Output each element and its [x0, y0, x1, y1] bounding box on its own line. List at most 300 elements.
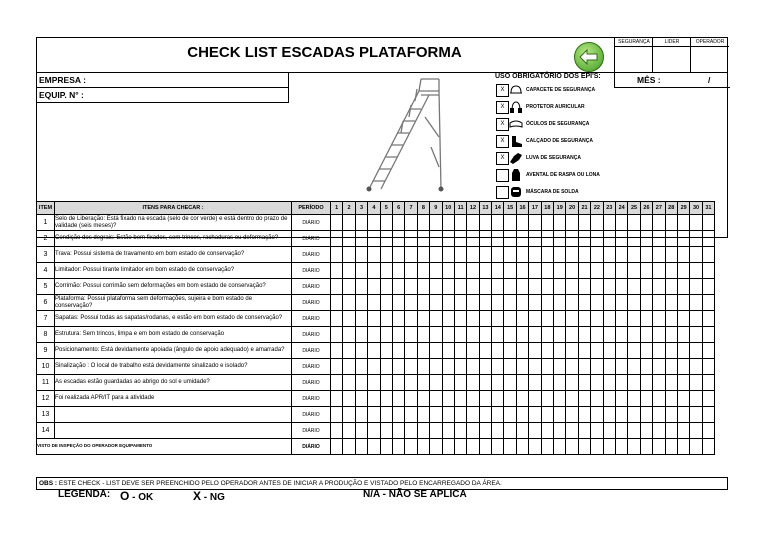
check-cell[interactable]: [578, 295, 590, 311]
epi-checkbox[interactable]: X: [496, 101, 509, 114]
check-cell[interactable]: [591, 407, 603, 423]
check-cell[interactable]: [479, 215, 491, 231]
check-cell[interactable]: [677, 311, 689, 327]
check-cell[interactable]: [653, 311, 665, 327]
check-cell[interactable]: [653, 359, 665, 375]
check-cell[interactable]: [603, 423, 615, 439]
check-cell[interactable]: [331, 423, 343, 439]
check-cell[interactable]: [591, 263, 603, 279]
check-cell[interactable]: [640, 391, 652, 407]
check-cell[interactable]: [467, 295, 479, 311]
check-cell[interactable]: [554, 327, 566, 343]
check-cell[interactable]: [566, 247, 578, 263]
check-cell[interactable]: [380, 295, 392, 311]
check-cell[interactable]: [368, 343, 380, 359]
check-cell[interactable]: [566, 279, 578, 295]
check-cell[interactable]: [504, 407, 516, 423]
check-cell[interactable]: [653, 231, 665, 247]
check-cell[interactable]: [331, 215, 343, 231]
check-cell[interactable]: [504, 391, 516, 407]
check-cell[interactable]: [442, 439, 454, 455]
check-cell[interactable]: [467, 327, 479, 343]
check-cell[interactable]: [690, 263, 702, 279]
check-cell[interactable]: [591, 359, 603, 375]
check-cell[interactable]: [615, 279, 627, 295]
check-cell[interactable]: [665, 375, 677, 391]
check-cell[interactable]: [603, 375, 615, 391]
check-cell[interactable]: [690, 311, 702, 327]
check-cell[interactable]: [516, 407, 528, 423]
check-cell[interactable]: [430, 263, 442, 279]
check-cell[interactable]: [653, 279, 665, 295]
check-cell[interactable]: [479, 263, 491, 279]
check-cell[interactable]: [677, 263, 689, 279]
check-cell[interactable]: [430, 391, 442, 407]
check-cell[interactable]: [355, 295, 367, 311]
check-cell[interactable]: [417, 375, 429, 391]
check-cell[interactable]: [442, 263, 454, 279]
check-cell[interactable]: [355, 263, 367, 279]
check-cell[interactable]: [578, 215, 590, 231]
check-cell[interactable]: [368, 295, 380, 311]
check-cell[interactable]: [653, 391, 665, 407]
check-cell[interactable]: [368, 407, 380, 423]
check-cell[interactable]: [529, 343, 541, 359]
check-cell[interactable]: [331, 439, 343, 455]
check-cell[interactable]: [665, 279, 677, 295]
check-cell[interactable]: [591, 279, 603, 295]
check-cell[interactable]: [653, 247, 665, 263]
check-cell[interactable]: [628, 263, 640, 279]
check-cell[interactable]: [368, 359, 380, 375]
check-cell[interactable]: [529, 375, 541, 391]
check-cell[interactable]: [615, 423, 627, 439]
check-cell[interactable]: [541, 407, 553, 423]
check-cell[interactable]: [467, 247, 479, 263]
check-cell[interactable]: [516, 263, 528, 279]
check-cell[interactable]: [467, 391, 479, 407]
check-cell[interactable]: [492, 327, 504, 343]
check-cell[interactable]: [479, 327, 491, 343]
check-cell[interactable]: [492, 311, 504, 327]
check-cell[interactable]: [690, 375, 702, 391]
check-cell[interactable]: [640, 375, 652, 391]
check-cell[interactable]: [454, 231, 466, 247]
check-cell[interactable]: [343, 279, 355, 295]
check-cell[interactable]: [628, 247, 640, 263]
check-cell[interactable]: [541, 423, 553, 439]
check-cell[interactable]: [653, 375, 665, 391]
check-cell[interactable]: [665, 359, 677, 375]
check-cell[interactable]: [529, 215, 541, 231]
check-cell[interactable]: [355, 231, 367, 247]
check-cell[interactable]: [492, 231, 504, 247]
check-cell[interactable]: [578, 359, 590, 375]
check-cell[interactable]: [554, 407, 566, 423]
check-cell[interactable]: [702, 343, 714, 359]
check-cell[interactable]: [529, 359, 541, 375]
check-cell[interactable]: [665, 247, 677, 263]
check-cell[interactable]: [467, 279, 479, 295]
check-cell[interactable]: [504, 295, 516, 311]
check-cell[interactable]: [331, 247, 343, 263]
check-cell[interactable]: [578, 247, 590, 263]
empresa-field[interactable]: EMPRESA :: [37, 73, 289, 88]
check-cell[interactable]: [541, 327, 553, 343]
check-cell[interactable]: [628, 311, 640, 327]
check-cell[interactable]: [405, 407, 417, 423]
check-cell[interactable]: [467, 215, 479, 231]
check-cell[interactable]: [430, 343, 442, 359]
check-cell[interactable]: [430, 279, 442, 295]
check-cell[interactable]: [640, 359, 652, 375]
check-cell[interactable]: [554, 391, 566, 407]
epi-checkbox[interactable]: X: [496, 118, 509, 131]
check-cell[interactable]: [554, 311, 566, 327]
signature-operador[interactable]: OPERADOR: [690, 38, 729, 72]
check-cell[interactable]: [380, 311, 392, 327]
check-cell[interactable]: [492, 295, 504, 311]
check-cell[interactable]: [566, 375, 578, 391]
check-cell[interactable]: [516, 375, 528, 391]
check-cell[interactable]: [615, 311, 627, 327]
check-cell[interactable]: [603, 295, 615, 311]
check-cell[interactable]: [702, 391, 714, 407]
check-cell[interactable]: [603, 407, 615, 423]
check-cell[interactable]: [343, 391, 355, 407]
check-cell[interactable]: [541, 391, 553, 407]
check-cell[interactable]: [640, 295, 652, 311]
check-cell[interactable]: [591, 423, 603, 439]
check-cell[interactable]: [554, 343, 566, 359]
check-cell[interactable]: [504, 423, 516, 439]
check-cell[interactable]: [702, 311, 714, 327]
check-cell[interactable]: [454, 215, 466, 231]
check-cell[interactable]: [492, 359, 504, 375]
check-cell[interactable]: [331, 295, 343, 311]
check-cell[interactable]: [454, 295, 466, 311]
check-cell[interactable]: [566, 263, 578, 279]
check-cell[interactable]: [380, 215, 392, 231]
check-cell[interactable]: [665, 327, 677, 343]
check-cell[interactable]: [541, 263, 553, 279]
check-cell[interactable]: [467, 231, 479, 247]
check-cell[interactable]: [677, 423, 689, 439]
check-cell[interactable]: [380, 391, 392, 407]
check-cell[interactable]: [479, 439, 491, 455]
check-cell[interactable]: [516, 215, 528, 231]
check-cell[interactable]: [566, 343, 578, 359]
check-cell[interactable]: [690, 327, 702, 343]
check-cell[interactable]: [392, 375, 404, 391]
check-cell[interactable]: [541, 375, 553, 391]
check-cell[interactable]: [628, 359, 640, 375]
check-cell[interactable]: [541, 343, 553, 359]
check-cell[interactable]: [430, 311, 442, 327]
check-cell[interactable]: [392, 311, 404, 327]
check-cell[interactable]: [578, 311, 590, 327]
check-cell[interactable]: [430, 327, 442, 343]
check-cell[interactable]: [554, 375, 566, 391]
check-cell[interactable]: [677, 359, 689, 375]
check-cell[interactable]: [516, 327, 528, 343]
check-cell[interactable]: [405, 279, 417, 295]
check-cell[interactable]: [554, 215, 566, 231]
check-cell[interactable]: [628, 327, 640, 343]
check-cell[interactable]: [529, 311, 541, 327]
check-cell[interactable]: [405, 423, 417, 439]
check-cell[interactable]: [541, 279, 553, 295]
check-cell[interactable]: [479, 343, 491, 359]
check-cell[interactable]: [665, 423, 677, 439]
check-cell[interactable]: [541, 247, 553, 263]
check-cell[interactable]: [355, 215, 367, 231]
check-cell[interactable]: [653, 215, 665, 231]
back-arrow-icon[interactable]: [574, 42, 604, 72]
check-cell[interactable]: [355, 423, 367, 439]
mes-field[interactable]: [614, 73, 730, 88]
check-cell[interactable]: [430, 247, 442, 263]
check-cell[interactable]: [392, 407, 404, 423]
epi-checkbox[interactable]: [496, 169, 509, 182]
check-cell[interactable]: [479, 279, 491, 295]
check-cell[interactable]: [405, 327, 417, 343]
check-cell[interactable]: [516, 391, 528, 407]
check-cell[interactable]: [331, 327, 343, 343]
check-cell[interactable]: [640, 279, 652, 295]
check-cell[interactable]: [578, 327, 590, 343]
check-cell[interactable]: [566, 359, 578, 375]
check-cell[interactable]: [442, 391, 454, 407]
check-cell[interactable]: [430, 423, 442, 439]
check-cell[interactable]: [690, 423, 702, 439]
check-cell[interactable]: [690, 231, 702, 247]
check-cell[interactable]: [454, 247, 466, 263]
check-cell[interactable]: [591, 391, 603, 407]
check-cell[interactable]: [516, 423, 528, 439]
check-cell[interactable]: [392, 295, 404, 311]
check-cell[interactable]: [640, 439, 652, 455]
check-cell[interactable]: [690, 407, 702, 423]
check-cell[interactable]: [380, 279, 392, 295]
check-cell[interactable]: [442, 407, 454, 423]
check-cell[interactable]: [417, 327, 429, 343]
check-cell[interactable]: [541, 231, 553, 247]
check-cell[interactable]: [702, 295, 714, 311]
check-cell[interactable]: [554, 295, 566, 311]
check-cell[interactable]: [615, 215, 627, 231]
check-cell[interactable]: [454, 327, 466, 343]
check-cell[interactable]: [702, 439, 714, 455]
check-cell[interactable]: [479, 311, 491, 327]
check-cell[interactable]: [368, 263, 380, 279]
check-cell[interactable]: [677, 439, 689, 455]
check-cell[interactable]: [677, 247, 689, 263]
check-cell[interactable]: [380, 423, 392, 439]
check-cell[interactable]: [640, 215, 652, 231]
check-cell[interactable]: [430, 407, 442, 423]
check-cell[interactable]: [615, 231, 627, 247]
check-cell[interactable]: [430, 231, 442, 247]
check-cell[interactable]: [615, 375, 627, 391]
check-cell[interactable]: [566, 231, 578, 247]
check-cell[interactable]: [479, 375, 491, 391]
check-cell[interactable]: [578, 279, 590, 295]
check-cell[interactable]: [442, 247, 454, 263]
check-cell[interactable]: [702, 327, 714, 343]
check-cell[interactable]: [479, 295, 491, 311]
check-cell[interactable]: [417, 407, 429, 423]
check-cell[interactable]: [331, 343, 343, 359]
check-cell[interactable]: [554, 359, 566, 375]
check-cell[interactable]: [665, 391, 677, 407]
check-cell[interactable]: [392, 215, 404, 231]
check-cell[interactable]: [343, 215, 355, 231]
check-cell[interactable]: [454, 263, 466, 279]
check-cell[interactable]: [603, 263, 615, 279]
check-cell[interactable]: [343, 231, 355, 247]
check-cell[interactable]: [417, 215, 429, 231]
check-cell[interactable]: [454, 359, 466, 375]
check-cell[interactable]: [591, 311, 603, 327]
check-cell[interactable]: [702, 423, 714, 439]
check-cell[interactable]: [467, 423, 479, 439]
check-cell[interactable]: [417, 247, 429, 263]
check-cell[interactable]: [677, 407, 689, 423]
check-cell[interactable]: [479, 423, 491, 439]
check-cell[interactable]: [603, 279, 615, 295]
epi-checkbox[interactable]: X: [496, 152, 509, 165]
check-cell[interactable]: [442, 311, 454, 327]
check-cell[interactable]: [578, 375, 590, 391]
epi-checkbox[interactable]: [496, 186, 509, 199]
check-cell[interactable]: [492, 391, 504, 407]
check-cell[interactable]: [615, 263, 627, 279]
check-cell[interactable]: [392, 279, 404, 295]
check-cell[interactable]: [504, 439, 516, 455]
check-cell[interactable]: [578, 231, 590, 247]
check-cell[interactable]: [355, 375, 367, 391]
check-cell[interactable]: [442, 343, 454, 359]
check-cell[interactable]: [355, 279, 367, 295]
check-cell[interactable]: [591, 343, 603, 359]
check-cell[interactable]: [454, 279, 466, 295]
check-cell[interactable]: [368, 423, 380, 439]
signature-seguranca[interactable]: SEGURANÇA: [614, 38, 653, 72]
check-cell[interactable]: [541, 311, 553, 327]
check-cell[interactable]: [368, 327, 380, 343]
check-cell[interactable]: [529, 231, 541, 247]
check-cell[interactable]: [628, 439, 640, 455]
check-cell[interactable]: [343, 359, 355, 375]
check-cell[interactable]: [653, 423, 665, 439]
check-cell[interactable]: [380, 263, 392, 279]
check-cell[interactable]: [529, 407, 541, 423]
check-cell[interactable]: [640, 327, 652, 343]
check-cell[interactable]: [702, 407, 714, 423]
check-cell[interactable]: [405, 391, 417, 407]
check-cell[interactable]: [690, 343, 702, 359]
check-cell[interactable]: [492, 423, 504, 439]
check-cell[interactable]: [380, 343, 392, 359]
check-cell[interactable]: [343, 375, 355, 391]
check-cell[interactable]: [454, 343, 466, 359]
check-cell[interactable]: [529, 423, 541, 439]
check-cell[interactable]: [603, 359, 615, 375]
check-cell[interactable]: [405, 263, 417, 279]
check-cell[interactable]: [516, 295, 528, 311]
check-cell[interactable]: [628, 391, 640, 407]
check-cell[interactable]: [380, 231, 392, 247]
check-cell[interactable]: [355, 359, 367, 375]
check-cell[interactable]: [603, 215, 615, 231]
check-cell[interactable]: [665, 343, 677, 359]
check-cell[interactable]: [690, 279, 702, 295]
check-cell[interactable]: [516, 343, 528, 359]
check-cell[interactable]: [677, 215, 689, 231]
check-cell[interactable]: [541, 215, 553, 231]
check-cell[interactable]: [591, 247, 603, 263]
check-cell[interactable]: [554, 247, 566, 263]
check-cell[interactable]: [653, 439, 665, 455]
check-cell[interactable]: [368, 279, 380, 295]
check-cell[interactable]: [492, 375, 504, 391]
check-cell[interactable]: [578, 439, 590, 455]
check-cell[interactable]: [516, 247, 528, 263]
check-cell[interactable]: [331, 359, 343, 375]
check-cell[interactable]: [566, 215, 578, 231]
check-cell[interactable]: [578, 407, 590, 423]
check-cell[interactable]: [702, 215, 714, 231]
check-cell[interactable]: [380, 327, 392, 343]
check-cell[interactable]: [343, 311, 355, 327]
check-cell[interactable]: [529, 327, 541, 343]
check-cell[interactable]: [368, 375, 380, 391]
check-cell[interactable]: [566, 327, 578, 343]
check-cell[interactable]: [628, 407, 640, 423]
check-cell[interactable]: [492, 407, 504, 423]
check-cell[interactable]: [615, 359, 627, 375]
check-cell[interactable]: [677, 295, 689, 311]
check-cell[interactable]: [640, 247, 652, 263]
check-cell[interactable]: [355, 327, 367, 343]
check-cell[interactable]: [665, 215, 677, 231]
check-cell[interactable]: [665, 231, 677, 247]
check-cell[interactable]: [331, 231, 343, 247]
check-cell[interactable]: [343, 423, 355, 439]
check-cell[interactable]: [368, 439, 380, 455]
check-cell[interactable]: [368, 247, 380, 263]
check-cell[interactable]: [628, 215, 640, 231]
check-cell[interactable]: [442, 231, 454, 247]
check-cell[interactable]: [566, 391, 578, 407]
check-cell[interactable]: [405, 311, 417, 327]
check-cell[interactable]: [529, 263, 541, 279]
check-cell[interactable]: [541, 439, 553, 455]
check-cell[interactable]: [504, 375, 516, 391]
check-cell[interactable]: [504, 359, 516, 375]
check-cell[interactable]: [504, 215, 516, 231]
check-cell[interactable]: [665, 263, 677, 279]
check-cell[interactable]: [615, 407, 627, 423]
check-cell[interactable]: [603, 231, 615, 247]
check-cell[interactable]: [417, 423, 429, 439]
check-cell[interactable]: [355, 311, 367, 327]
check-cell[interactable]: [690, 391, 702, 407]
check-cell[interactable]: [405, 231, 417, 247]
check-cell[interactable]: [566, 311, 578, 327]
check-cell[interactable]: [405, 247, 417, 263]
